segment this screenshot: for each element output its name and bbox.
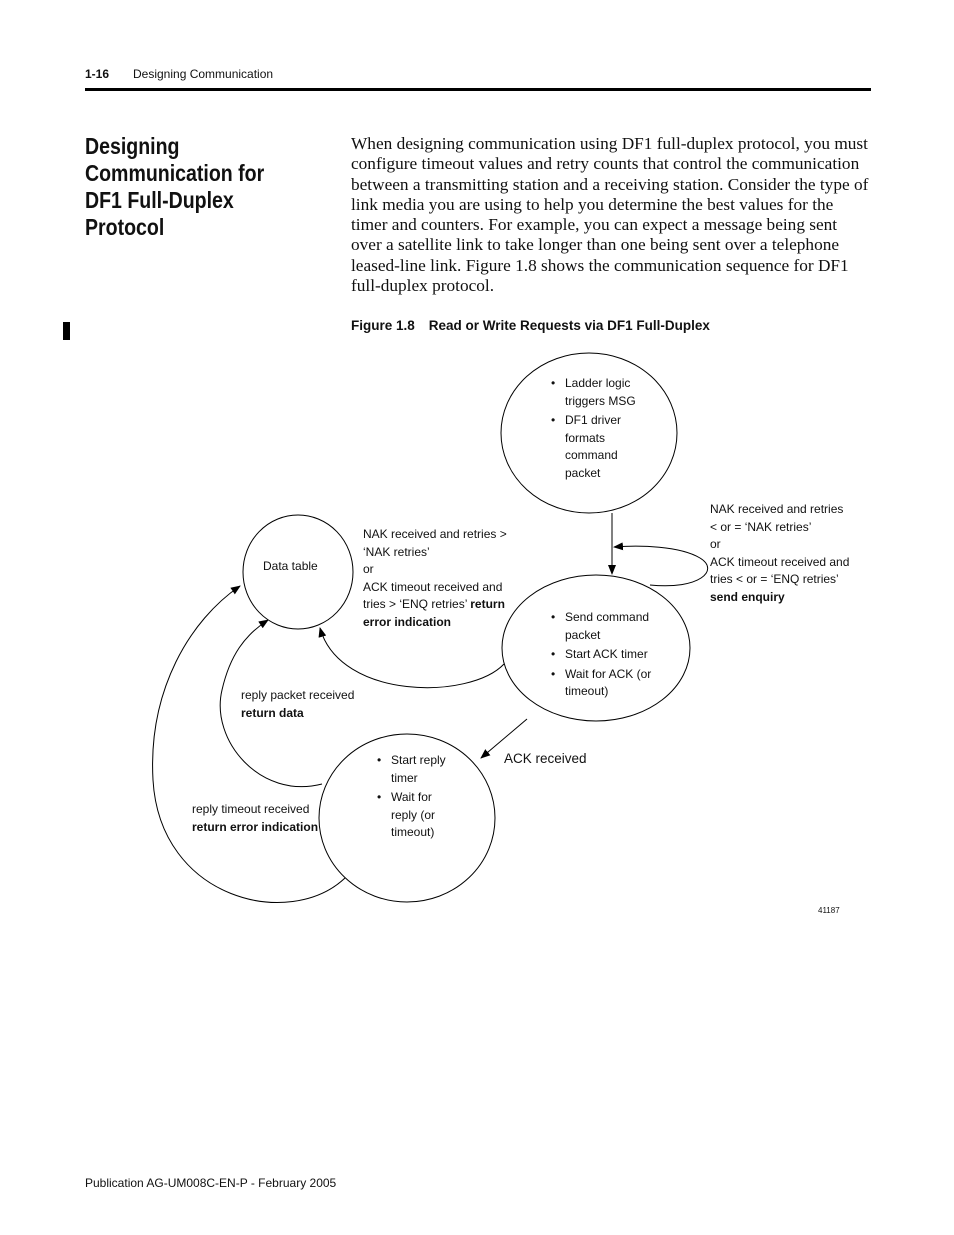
node-reply-text bbox=[377, 752, 457, 844]
bullet: • Wait for ACK (or timeout) bbox=[551, 666, 661, 701]
label-bold: return error indication bbox=[192, 819, 319, 834]
label-reply-packet bbox=[241, 687, 354, 722]
arrow-retry-loop bbox=[614, 546, 708, 586]
label-line: reply timeout received bbox=[192, 802, 310, 816]
bullet: • Ladder logic triggers MSG bbox=[551, 375, 651, 410]
bullet: • Start reply timer bbox=[377, 752, 457, 787]
label-line: or bbox=[363, 562, 374, 576]
label-line: tries < or = ‘ENQ retries’ bbox=[710, 572, 839, 586]
label-line: ACK timeout received and bbox=[710, 554, 850, 569]
arrow-reply-timeout bbox=[153, 586, 345, 902]
node-data-table-text: Data table bbox=[263, 559, 318, 573]
label-bold: error indication bbox=[363, 614, 452, 629]
label-line: < or = ‘NAK retries’ bbox=[710, 519, 812, 534]
footer-publication: Publication AG-UM008C-EN-P - February 2005 bbox=[85, 1176, 337, 1190]
label-bold: send enquiry bbox=[710, 589, 785, 604]
label-line: NAK received and retries bbox=[710, 502, 844, 516]
figure-id: 41187 bbox=[818, 906, 840, 915]
label-bold: return bbox=[470, 597, 505, 611]
bullet: • Send command packet bbox=[551, 609, 661, 644]
node-start-text bbox=[551, 375, 651, 484]
bullet: • DF1 driver formats command packet bbox=[551, 412, 651, 482]
figure-title: Read or Write Requests via DF1 Full-Duplex bbox=[428, 318, 710, 333]
figure-number: Figure 1.8 bbox=[351, 318, 415, 333]
label-nak-retry bbox=[710, 501, 860, 606]
section-title: Designing Communication for DF1 Full-Duplex Protocol bbox=[85, 133, 265, 240]
label-line: tries > ‘ENQ retries’ bbox=[363, 597, 467, 611]
label-bold: return data bbox=[241, 705, 304, 720]
node-send-text bbox=[551, 609, 661, 703]
label-line: or bbox=[710, 537, 721, 551]
arrow-nak-fail bbox=[320, 628, 504, 688]
label-line: NAK received and retries > bbox=[363, 527, 507, 541]
running-header: Designing Communication bbox=[133, 67, 274, 81]
page-number: 1-16 bbox=[85, 67, 110, 81]
body-paragraph: When designing communication using DF1 full-duplex protocol, you must configure timeout values and retry counts that control the communication between a transmitting station and a receiving station. Consider the type of link media you are using to help you determine the best values for the timer and counters. For example, you can expect a message being sent over a satellite link to take longer than one being sent over a telephone leased-line link. Figure 1.8 shows the communication sequence for DF1 full-duplex protocol. bbox=[351, 134, 869, 296]
label-reply-timeout bbox=[192, 801, 318, 836]
label-line: ‘NAK retries’ bbox=[363, 544, 430, 559]
label-ack: ACK received bbox=[504, 751, 587, 766]
bullet: • Wait for reply (or timeout) bbox=[377, 789, 457, 842]
label-nak-fail bbox=[363, 526, 513, 631]
label-line: ACK timeout received and bbox=[363, 579, 503, 594]
label-line: reply packet received bbox=[241, 688, 355, 702]
bullet: • Start ACK timer bbox=[551, 646, 661, 664]
